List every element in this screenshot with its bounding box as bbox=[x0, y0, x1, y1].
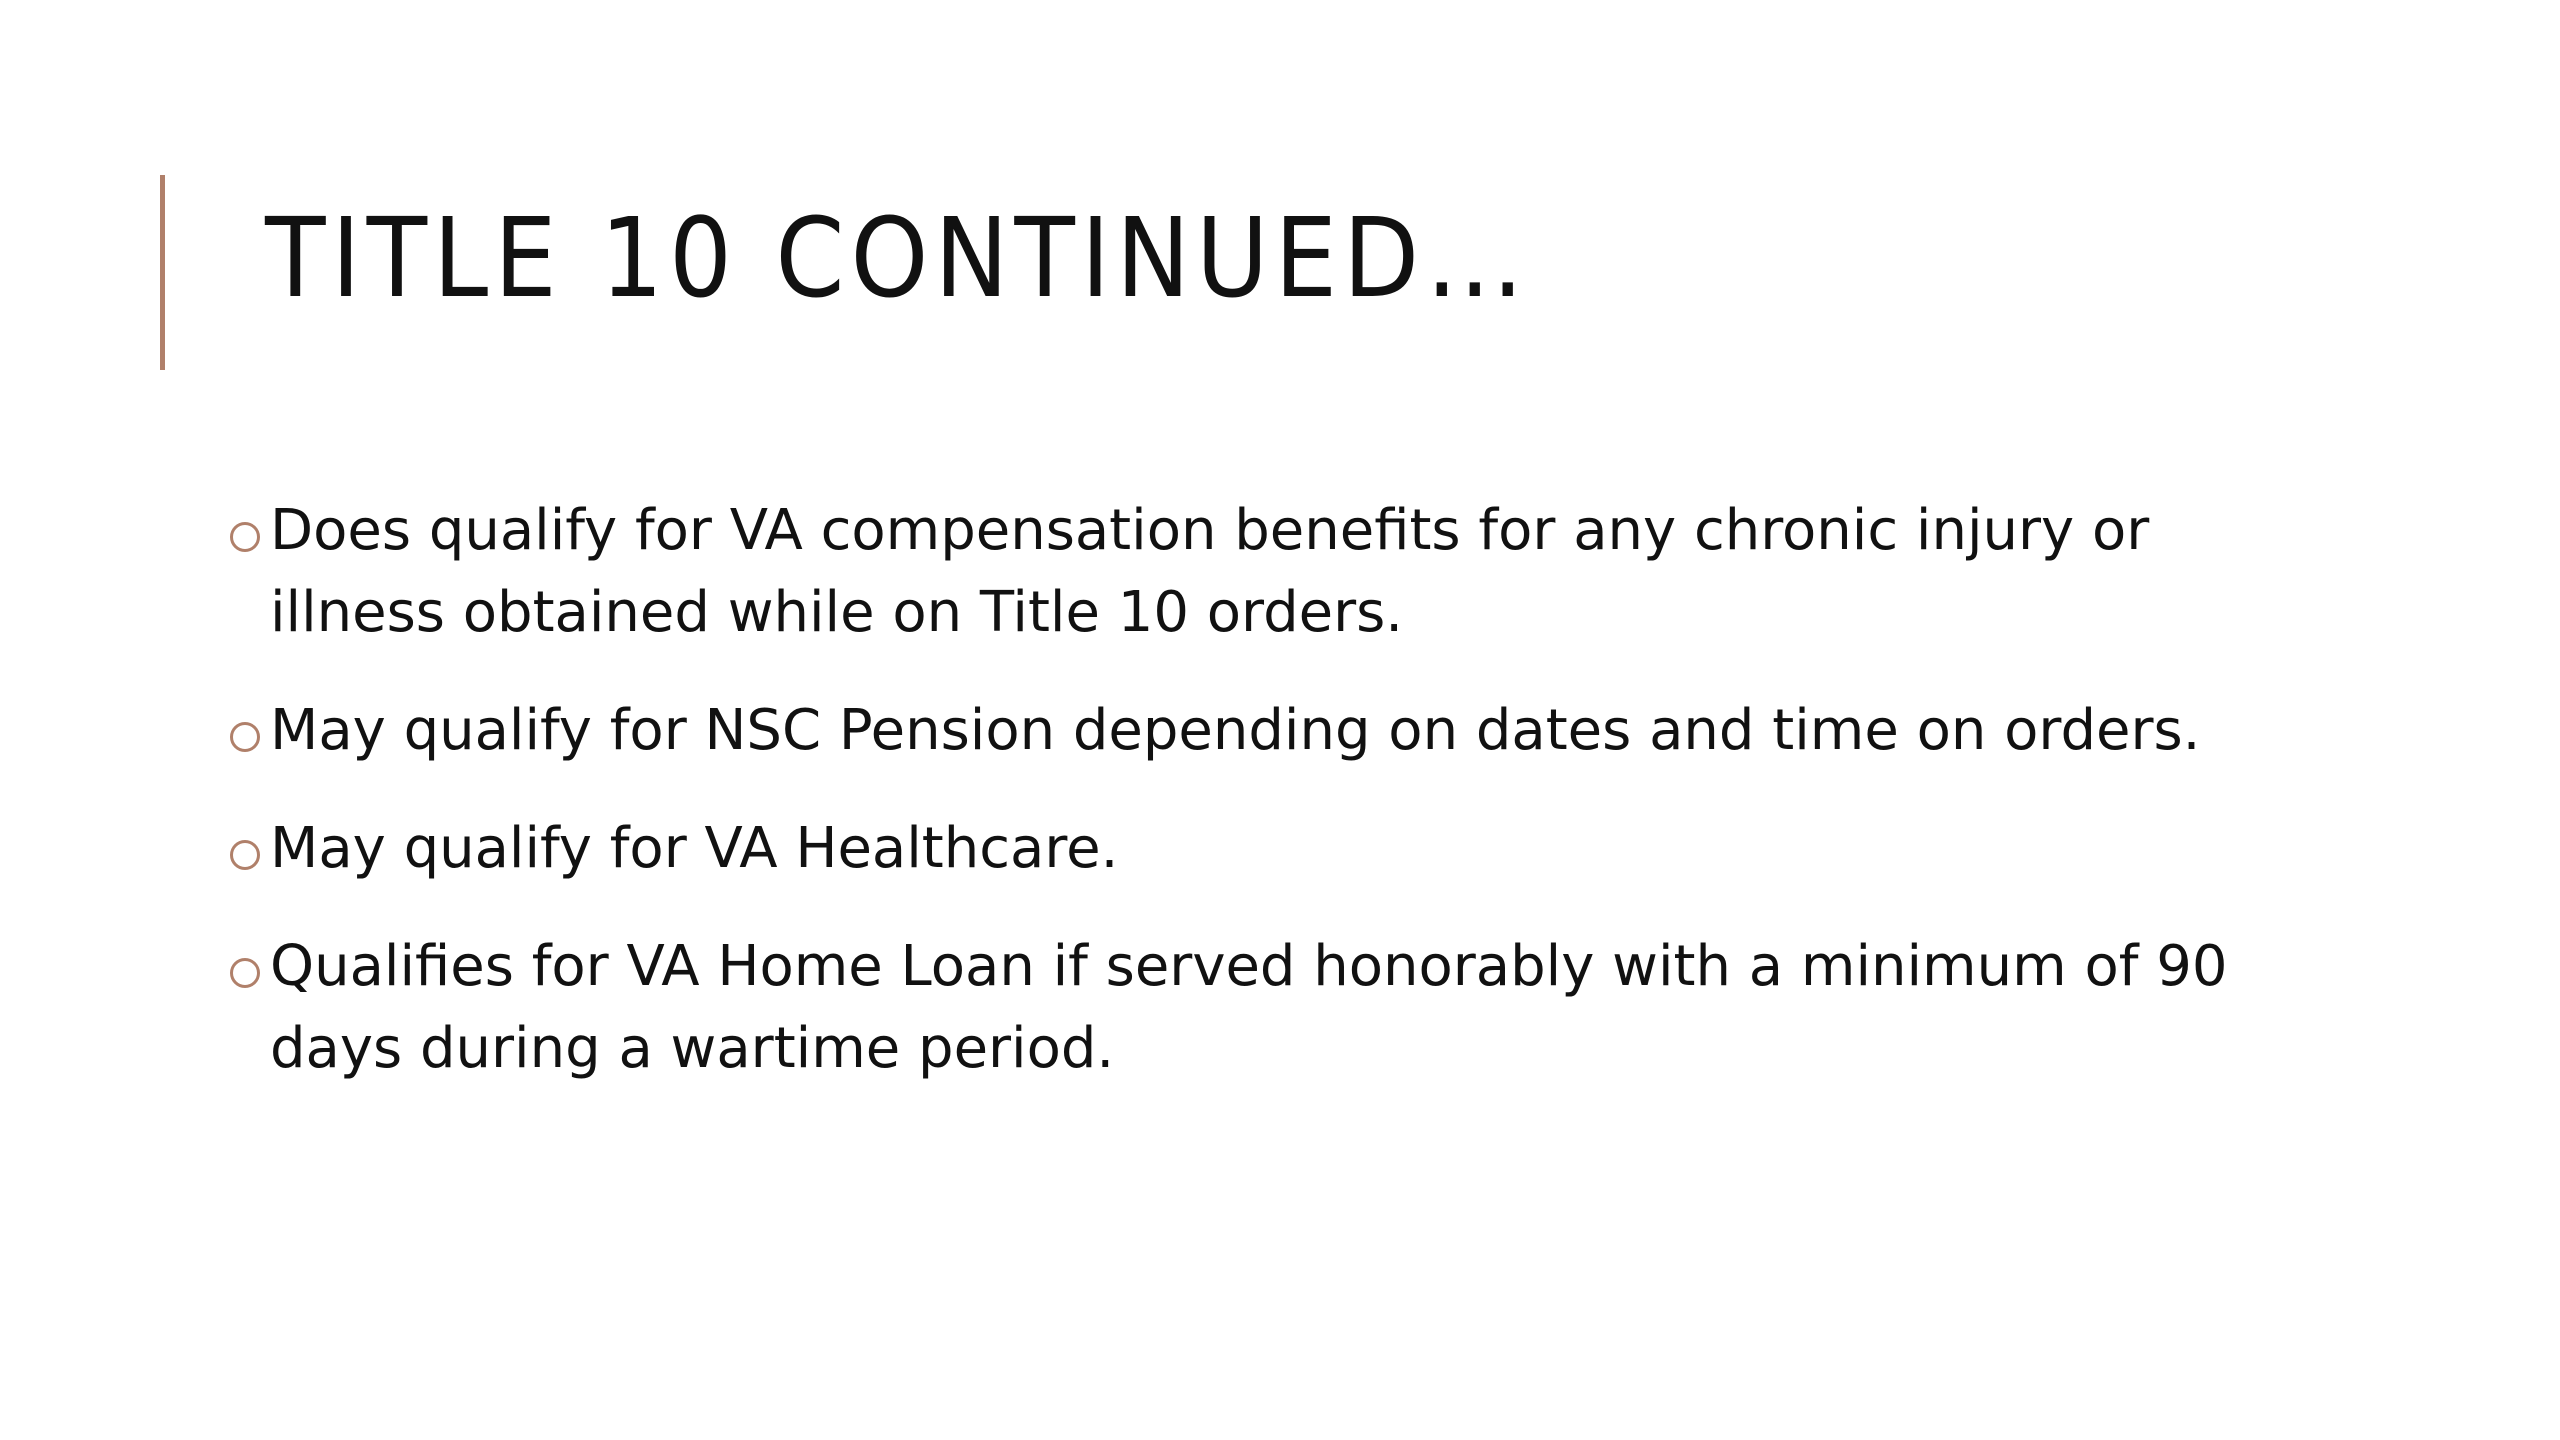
circle-bullet-icon bbox=[230, 722, 260, 752]
slide-title: TITLE 10 CONTINUED… bbox=[265, 194, 1531, 322]
bullet-text: May qualify for NSC Pension depending on dates and time on orders. bbox=[270, 698, 2201, 763]
title-accent-bar bbox=[160, 175, 165, 370]
bullet-item bbox=[230, 926, 2250, 1090]
bullet-text: Qualifies for VA Home Loan if served honorably with a minimum of 90 days during a wartime period. bbox=[270, 934, 2228, 1081]
bullet-list bbox=[230, 490, 2250, 1126]
bullet-text: Does qualify for VA compensation benefits for any chronic injury or illness obtained while on Title 10 orders. bbox=[270, 498, 2150, 645]
circle-bullet-icon bbox=[230, 958, 260, 988]
bullet-item bbox=[230, 690, 2250, 772]
bullet-item bbox=[230, 490, 2250, 654]
bullet-item bbox=[230, 808, 2250, 890]
bullet-text: May qualify for VA Healthcare. bbox=[270, 816, 1119, 881]
circle-bullet-icon bbox=[230, 840, 260, 870]
circle-bullet-icon bbox=[230, 522, 260, 552]
